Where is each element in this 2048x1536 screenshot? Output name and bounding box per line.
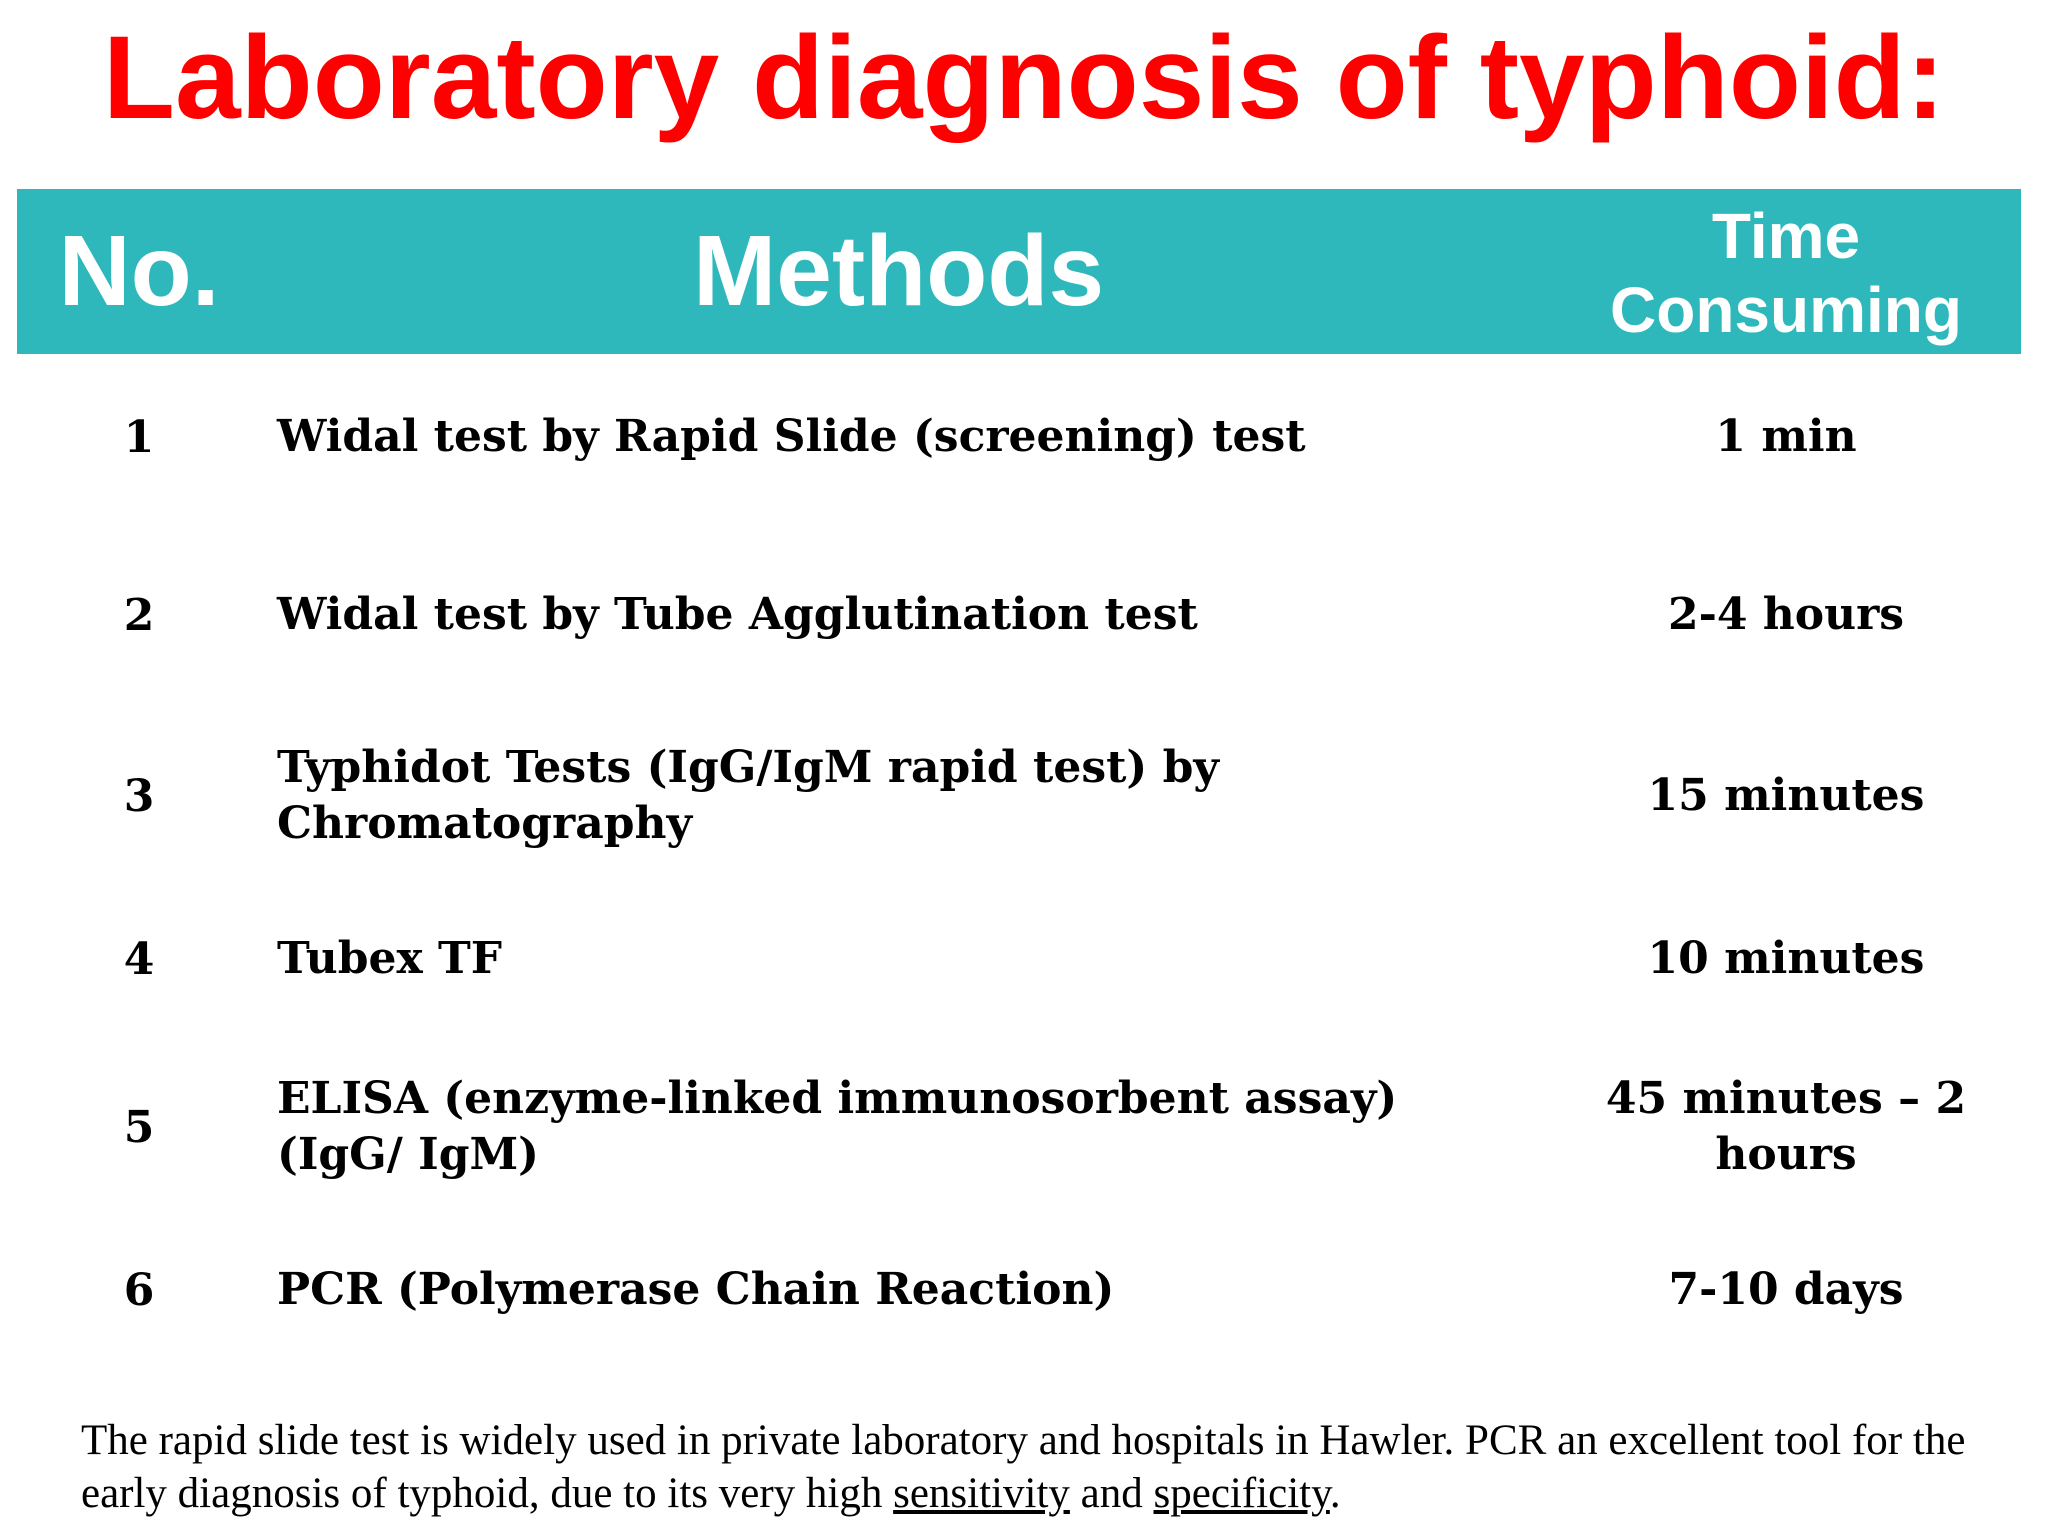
footnote-text-3: . <box>1329 1470 1341 1517</box>
row-method: Widal test by Rapid Slide (screening) test <box>277 411 1306 462</box>
row-method: Tubex TF <box>277 933 502 984</box>
specificity-link[interactable]: specificity <box>1153 1470 1330 1517</box>
header-time-line2: Consuming <box>1610 274 1962 346</box>
row-number: 1 <box>123 411 155 463</box>
footnote <box>81 1414 1981 1520</box>
header-time-line1: Time <box>1711 200 1861 272</box>
row-time: 10 minutes <box>1647 933 1925 984</box>
row-time: 7-10 days <box>1668 1264 1904 1315</box>
table-row <box>17 1245 2021 1335</box>
row-number: 2 <box>123 589 155 641</box>
sensitivity-link[interactable]: sensitivity <box>893 1470 1070 1517</box>
row-time: 45 minutes – 2 hours <box>1605 1073 1967 1180</box>
page-title: Laboratory diagnosis of typhoid: <box>102 12 1946 144</box>
table-row <box>17 570 2021 660</box>
table-row <box>17 914 2021 1004</box>
row-number: 4 <box>123 933 155 985</box>
row-method: Typhidot Tests (IgG/IgM rapid test) by Chromatography <box>277 742 1219 849</box>
footnote-text-1: The rapid slide test is widely used in private laboratory and hospitals in Hawler. PCR an excellent tool for the early diagnosis of typhoid, due to its very high <box>81 1417 1966 1517</box>
row-number: 6 <box>123 1264 155 1316</box>
footnote-text-2: and <box>1069 1470 1154 1517</box>
header-no: No. <box>58 215 220 327</box>
row-number: 5 <box>123 1101 155 1153</box>
row-time: 1 min <box>1715 411 1857 462</box>
table-row <box>17 1067 2021 1187</box>
row-number: 3 <box>123 770 155 822</box>
table-header <box>17 189 2021 354</box>
table-row <box>17 736 2021 856</box>
header-methods: Methods <box>693 215 1105 327</box>
table-row <box>17 392 2021 482</box>
row-method: PCR (Polymerase Chain Reaction) <box>277 1264 1115 1315</box>
row-time: 2-4 hours <box>1667 589 1905 640</box>
row-method: Widal test by Tube Agglutination test <box>277 589 1198 640</box>
row-time: 15 minutes <box>1647 770 1925 821</box>
header-time-consuming <box>1551 193 2021 353</box>
row-method: ELISA (enzyme-linked immunosorbent assay) (IgG/ IgM) <box>277 1073 1398 1180</box>
